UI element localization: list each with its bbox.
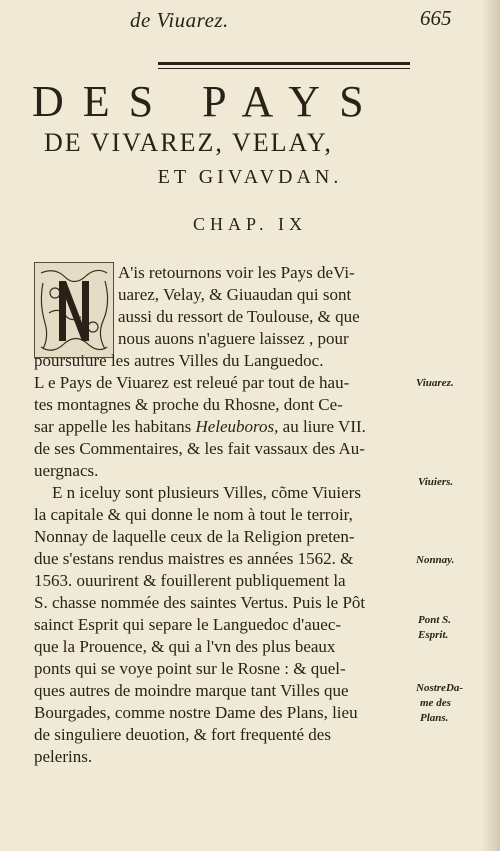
body-line-11: E n iceluy sont plusieurs Villes, cõme Viuiers (52, 483, 361, 502)
body-line-14: due s'estans rendus maistres es années 1562. & (34, 549, 354, 568)
page-edge-shadow (482, 0, 500, 851)
body-line-2: uarez, Velay, & Giuaudan qui sont (118, 285, 352, 304)
body-line-13: Nonnay de laquelle ceux de la Religion preten- (34, 527, 355, 546)
running-head: de Viuarez. (130, 8, 229, 32)
body-line-15: 1563. ouurirent & fouillerent publiquement la (34, 571, 346, 590)
margin-note-viuiers: Viuiers. (418, 476, 454, 488)
margin-note-nd-2: me des (420, 697, 451, 709)
body-line-10: uergnacs. (34, 461, 99, 480)
margin-note-nonnay: Nonnay. (416, 554, 455, 566)
header-rule-thin (158, 68, 410, 69)
body-line-20: ques autres de moindre marque tant Villes que (34, 681, 349, 700)
body-line-16: S. chasse nommée des saintes Vertus. Puis le Pôt (34, 593, 366, 612)
heleuboros-word: Heleuboros, (195, 417, 279, 436)
margin-note-nd-3: Plans. (420, 712, 449, 724)
margin-note-pont-2: Esprit. (418, 629, 449, 641)
chapter-title-line-2: DE VIVAREZ, VELAY, (44, 128, 333, 157)
chapter-title-line-3: ET GIVAVDAN. (157, 166, 343, 188)
body-line-6: L e Pays de Viuarez est releué par tout de hau- (34, 373, 350, 392)
body-line-4: nous auons n'aguere laissez , pour (118, 329, 349, 348)
body-line-7: tes montagnes & proche du Rhosne, dont Ce- (34, 395, 343, 414)
body-line-8-start: sar appelle les habitans (34, 417, 196, 436)
page-number: 665 (420, 6, 452, 30)
body-line-18: que la Prouence, & qui a l'vn des plus beaux (34, 637, 336, 656)
margin-note-pont-1: Pont S. (418, 614, 452, 626)
body-line-22: de singuliere deuotion, & fort frequenté des (34, 725, 331, 744)
chapter-title-line-1: DES PAYS (32, 77, 383, 126)
body-line-8 (34, 418, 366, 435)
body-line-17: sainct Esprit qui separe le Languedoc d'auec- (34, 615, 342, 634)
margin-note-viuarez: Viuarez. (416, 377, 454, 389)
margin-note-nd-1: NostreDa- (416, 682, 464, 694)
body-line-23: pelerins. (34, 747, 93, 766)
header-rule (158, 62, 410, 65)
body-line-5: poursuiure les autres Villes du Languedoc. (34, 351, 324, 370)
body-line-8-end: au liure VII. (278, 417, 366, 436)
body-line-21: Bourgades, comme nostre Dame des Plans, lieu (34, 703, 358, 722)
body-line-1: A'is retournons voir les Pays deVi- (118, 263, 355, 282)
ornamental-initial-n (34, 262, 114, 358)
body-line-9: de ses Commentaires, & les fait vassaux des Au- (34, 439, 365, 458)
chapter-number: CHAP. IX (192, 214, 307, 234)
body-line-12: la capitale & qui donne le nom à tout le terroir, (34, 505, 353, 524)
body-line-3: aussi du ressort de Toulouse, & que (118, 307, 360, 326)
body-line-19: ponts qui se voye point sur le Rosne : & quel- (34, 659, 346, 678)
